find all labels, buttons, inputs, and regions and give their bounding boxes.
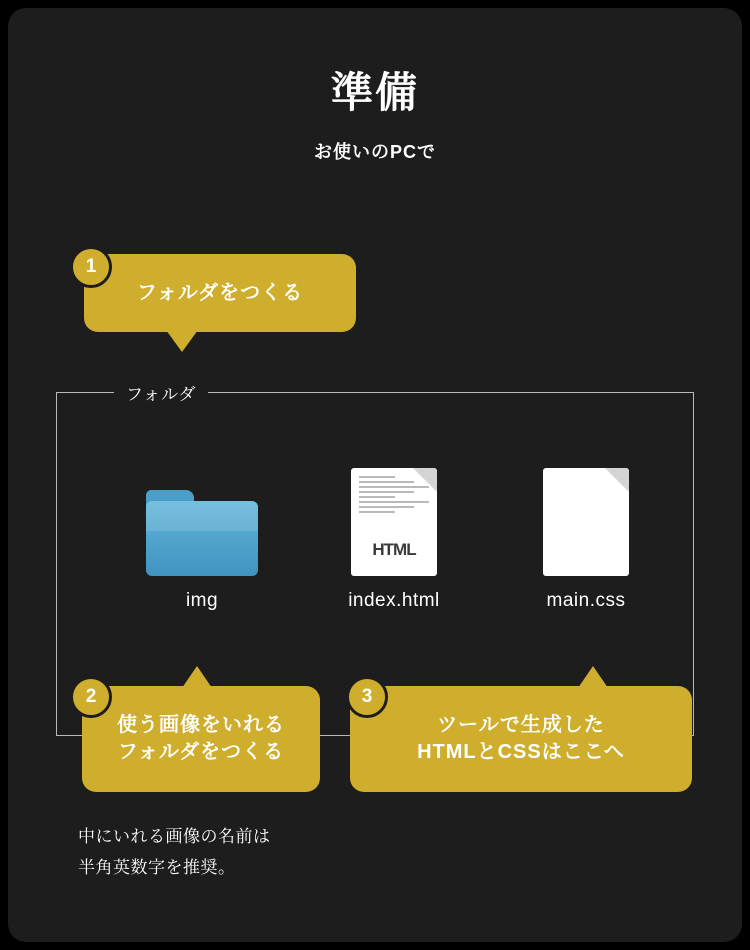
file-item-main-css[interactable] xyxy=(506,466,666,612)
page-title: 準備 xyxy=(330,69,419,116)
bubble-tail-down-icon xyxy=(166,330,198,352)
file-item-img[interactable] xyxy=(122,466,282,612)
callout-bubble-3 xyxy=(350,686,692,792)
slide-card xyxy=(8,8,742,942)
folder-icon xyxy=(122,466,282,576)
step-number-2: 2 xyxy=(70,676,112,718)
callout-text-3-line1: ツールで生成した xyxy=(437,714,605,736)
callout-bubble-2 xyxy=(82,686,320,792)
callout-text-1: フォルダをつくる xyxy=(136,281,304,304)
file-label-index-html: index.html xyxy=(348,590,440,611)
folder-frame-label: フォルダ xyxy=(114,380,208,405)
file-item-index-html[interactable] xyxy=(314,466,474,612)
page-subtitle: お使いのPCで xyxy=(313,142,436,162)
html-document-icon xyxy=(314,466,474,576)
callout-text-2-line2: フォルダをつくる xyxy=(117,741,285,763)
css-document-icon xyxy=(506,466,666,576)
bubble-tail-up-icon xyxy=(578,666,608,688)
step-number-1: 1 xyxy=(70,246,112,288)
footnote-line1: 中にいれる画像の名前は xyxy=(78,827,271,846)
callout-text-3-line2: HTMLとCSSはここへ xyxy=(417,741,625,763)
file-label-main-css: main.css xyxy=(546,590,626,611)
footnote-line2: 半角英数字を推奨。 xyxy=(78,857,236,877)
callout-bubble-1 xyxy=(84,254,356,332)
step-number-3: 3 xyxy=(346,676,388,718)
file-label-img: img xyxy=(185,590,219,611)
footnote xyxy=(78,822,271,883)
html-document-text: HTML xyxy=(372,540,416,559)
callout-text-2-line1: 使う画像をいれる xyxy=(117,714,285,736)
bubble-tail-up-icon xyxy=(182,666,212,688)
